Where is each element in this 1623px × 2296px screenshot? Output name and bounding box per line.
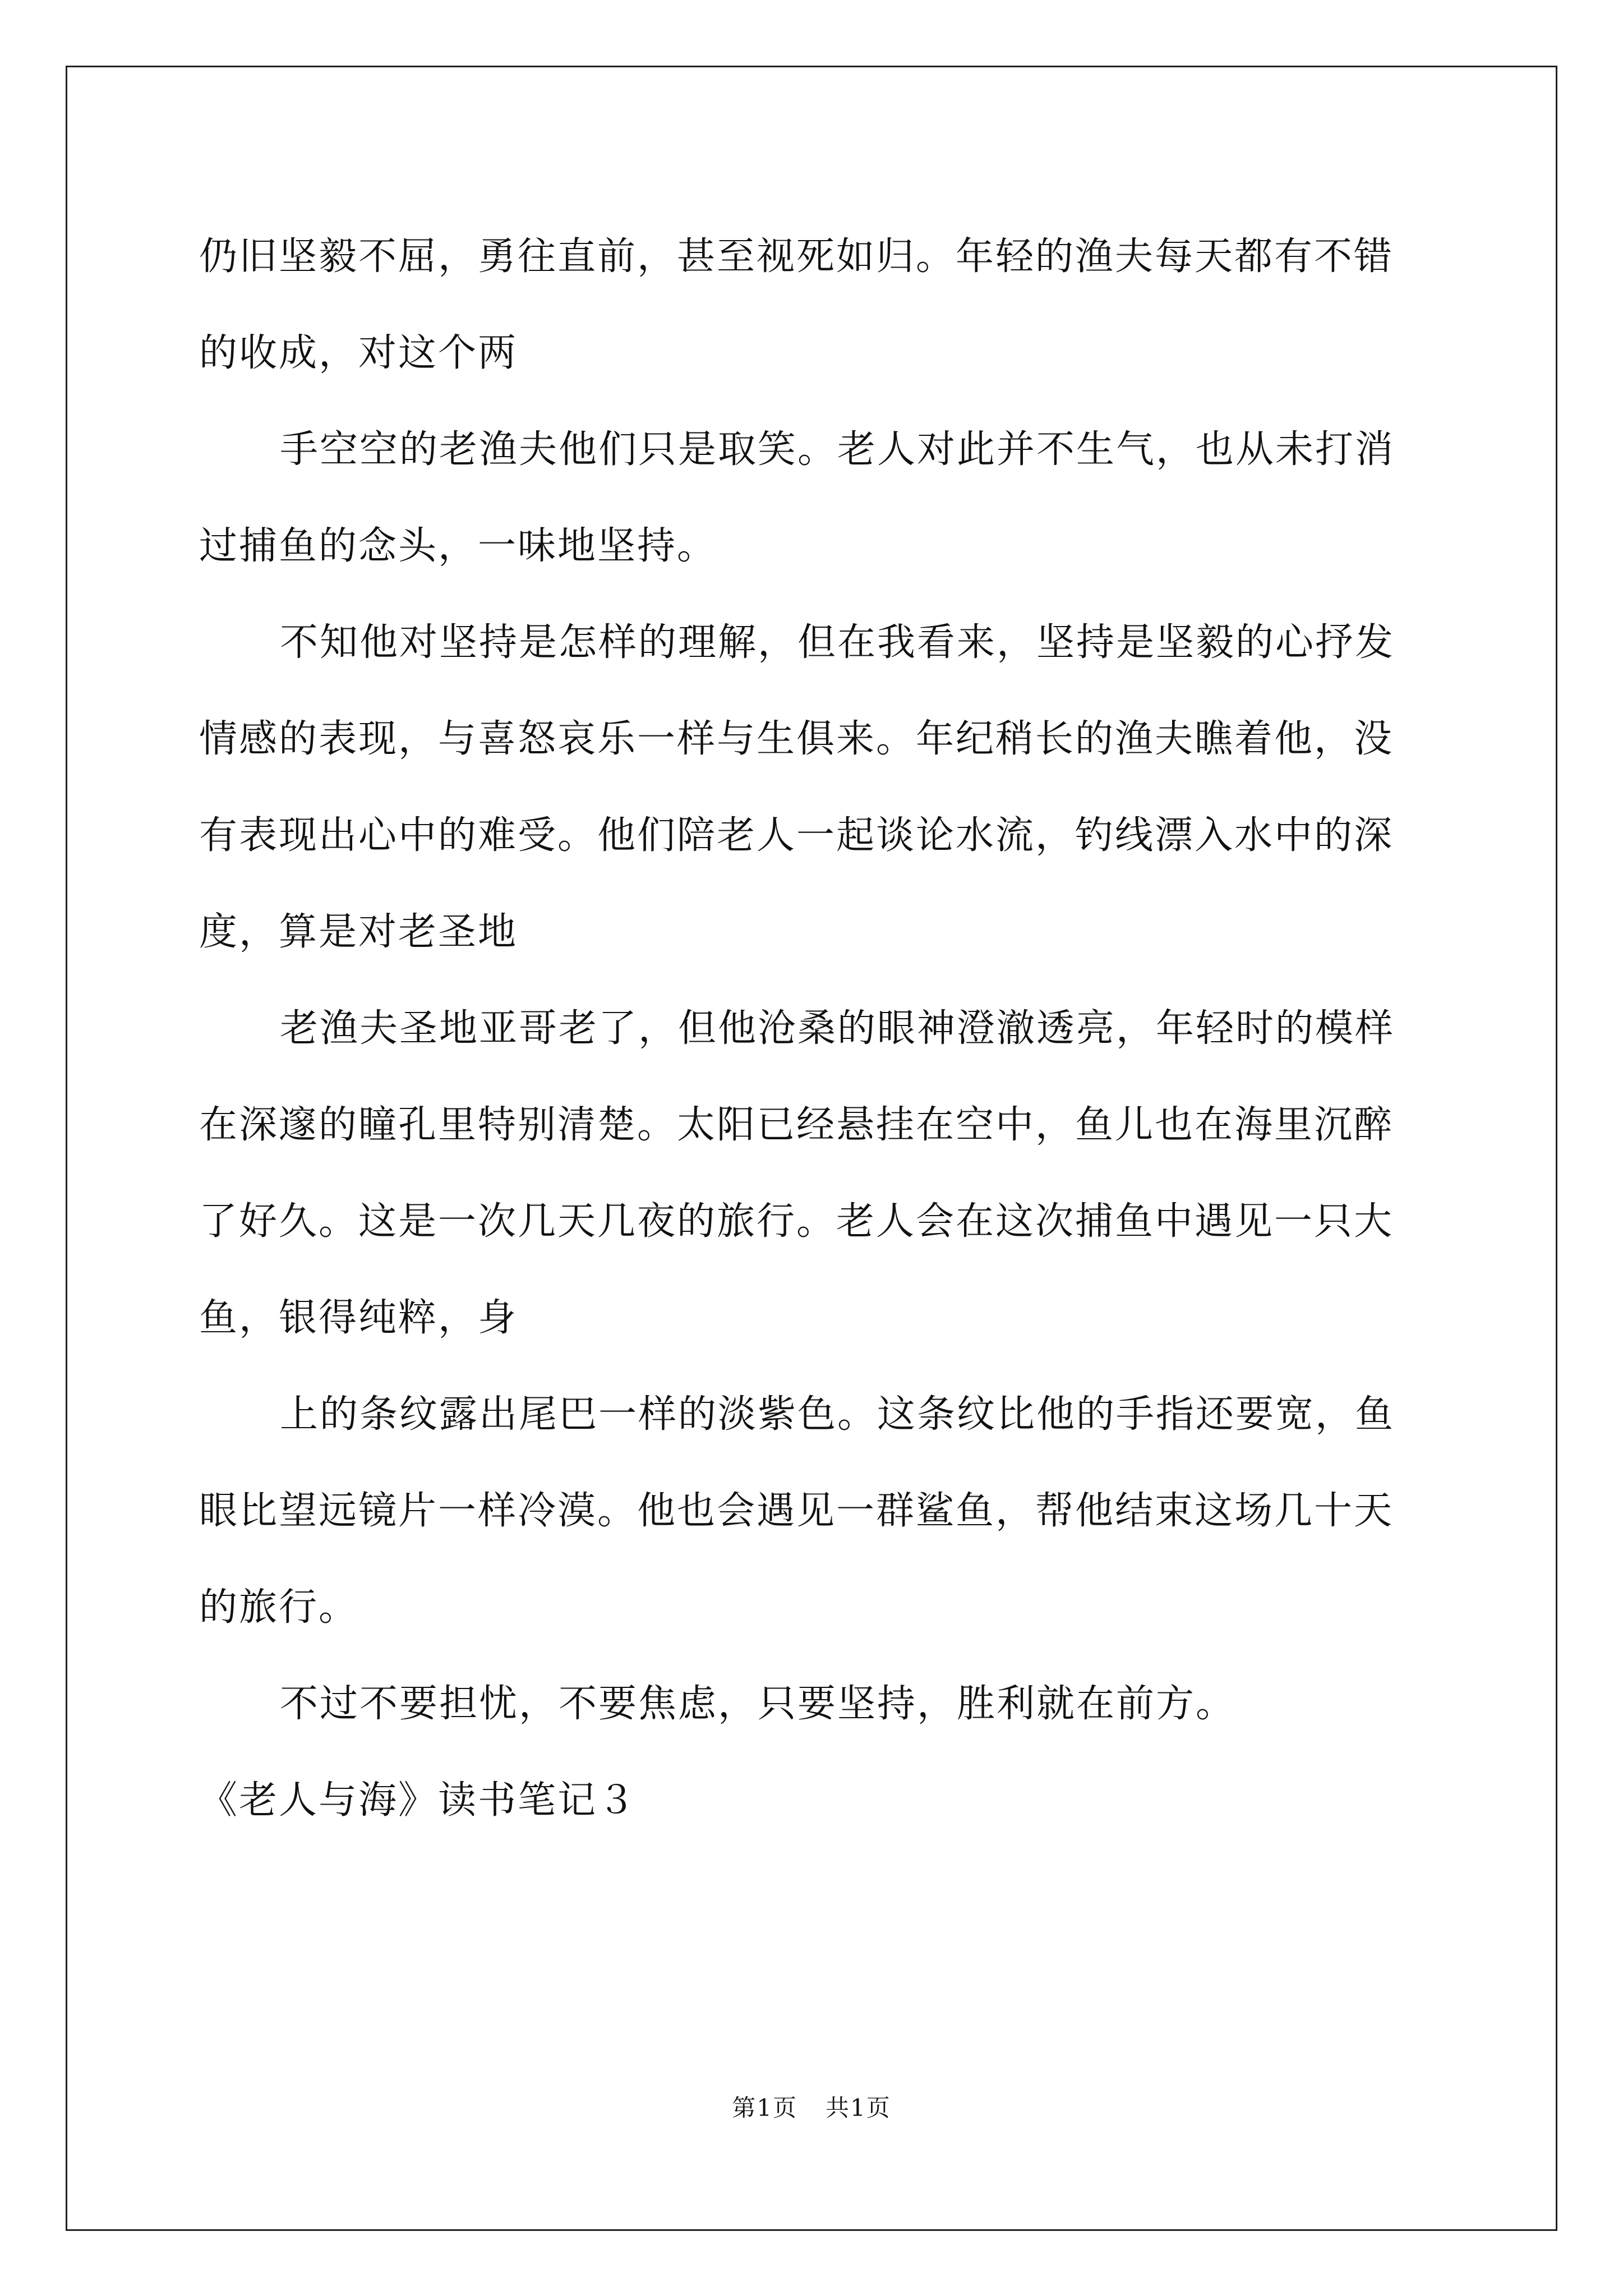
text-line: 不知他对坚持是怎样的理解，但在我看来，坚持是坚毅的心抒发 (280, 620, 1395, 665)
text-line: 了好久。这是一次几天几夜的旅行。老人会在这次捕鱼中遇见一只大 (199, 1199, 1394, 1244)
text-line: 度，算是对老圣地 (199, 910, 518, 954)
page-number: 第1页 (732, 2094, 797, 2122)
text-line: 仍旧坚毅不屈，勇往直前，甚至视死如归。年轻的渔夫每天都有不错 (199, 234, 1394, 279)
text-line: 有表现出心中的难受。他们陪老人一起谈论水流，钓线漂入水中的深 (199, 813, 1394, 858)
document-body (199, 209, 1433, 1849)
text-line: 情感的表现，与喜怒哀乐一样与生俱来。年纪稍长的渔夫瞧着他，没 (199, 717, 1394, 761)
section-heading: 《老人与海》读书笔记３ (199, 1778, 638, 1823)
page-footer (0, 2090, 1623, 2123)
text-line: 鱼，银得纯粹，身 (199, 1296, 518, 1340)
text-line: 不过不要担忧，不要焦虑，只要坚持，胜利就在前方。 (280, 1682, 1236, 1726)
text-line: 的旅行。 (199, 1585, 359, 1630)
text-line: 过捕鱼的念头，一味地坚持。 (199, 524, 717, 568)
text-line: 老渔夫圣地亚哥老了，但他沧桑的眼神澄澈透亮，年轻时的模样 (280, 1006, 1395, 1051)
text-line: 手空空的老渔夫他们只是取笑。老人对此并不生气，也从未打消 (280, 427, 1395, 472)
text-line: 在深邃的瞳孔里特别清楚。太阳已经悬挂在空中，鱼儿也在海里沉醉 (199, 1103, 1394, 1147)
text-line: 眼比望远镜片一样冷漠。他也会遇见一群鲨鱼，帮他结束这场几十天 (199, 1489, 1394, 1533)
text-line: 的收成，对这个两 (199, 331, 518, 375)
page-total: 共1页 (826, 2094, 891, 2122)
text-line: 上的条纹露出尾巴一样的淡紫色。这条纹比他的手指还要宽，鱼 (280, 1392, 1395, 1437)
